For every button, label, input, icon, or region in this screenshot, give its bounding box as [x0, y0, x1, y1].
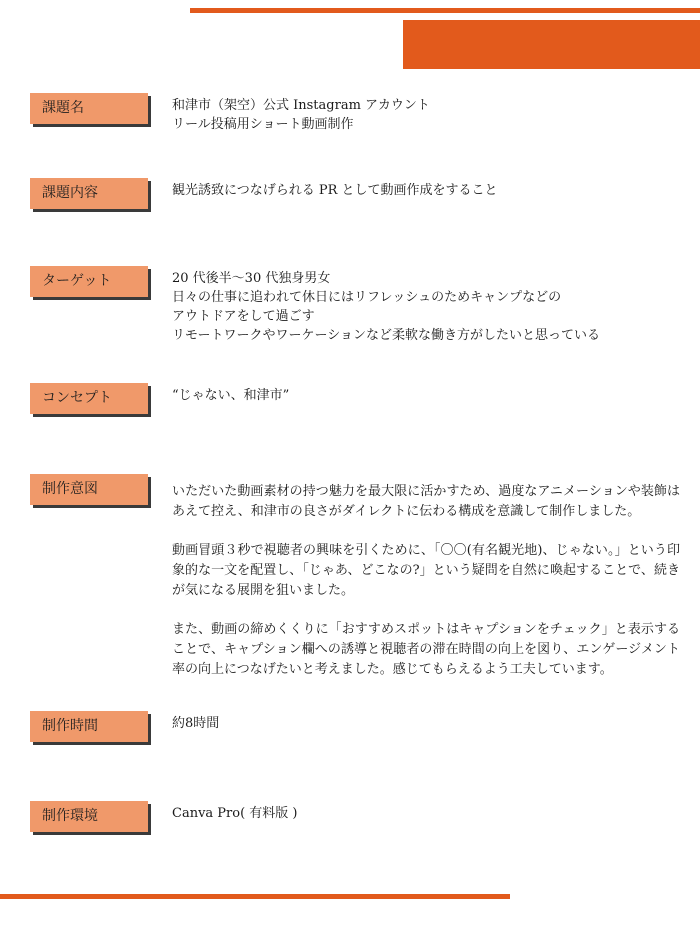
section-label-concept: コンセプト — [30, 383, 148, 414]
section-label-title: 課題名 — [30, 93, 148, 124]
section-label-time: 制作時間 — [30, 711, 148, 742]
bottom-accent-line — [0, 894, 510, 899]
content-line: Canva Pro( 有料版 ) — [172, 806, 298, 821]
section-content-intent — [172, 482, 680, 680]
content-line: リール投稿用ショート動画制作 — [172, 117, 354, 132]
content-paragraph: いただいた動画素材の持つ魅力を最大限に活かすため、過度なアニメーションや装飾はあえて控え、和津市の良さがダイレクトに伝わる構成を意識して制作しました。 — [172, 484, 680, 519]
content-line: “じゃない、和津市” — [172, 388, 290, 403]
section-content-target — [172, 269, 680, 345]
content-line: 観光誘致につなげられる PR として動画作成をすること — [172, 183, 498, 198]
content-line: リモートワークやワーケーションなど柔軟な働き方がしたいと思っている — [172, 328, 600, 343]
section-label-task: 課題内容 — [30, 178, 148, 209]
content-line: 20 代後半〜30 代独身男女 — [172, 271, 331, 286]
section-content-time — [172, 714, 680, 733]
content-paragraph: 動画冒頭３秒で視聴者の興味を引くために、「〇〇(有名観光地)、じゃない。」という印象的な一文を配置し、「じゃあ、どこなの?」という疑問を自然に喚起することで、続きが気になる展開を狙いました。 — [172, 543, 680, 598]
section-content-env — [172, 804, 680, 823]
section-label-env: 制作環境 — [30, 801, 148, 832]
section-label-intent: 制作意図 — [30, 474, 148, 505]
content-line: アウトドアをして過ごす — [172, 309, 315, 324]
section-label-target: ターゲット — [30, 266, 148, 297]
content-paragraph: また、動画の締めくくりに「おすすめスポットはキャプションをチェック」と表示することで、キャプション欄への誘導と視聴者の滞在時間の向上を図り、エンゲージメント率の向上につなげたいと考えました。感じてもらえるよう工夫しています。 — [172, 622, 680, 677]
content-line: 日々の仕事に追われて休日にはリフレッシュのためキャンプなどの — [172, 290, 562, 305]
top-accent-line — [190, 8, 700, 13]
section-content-title — [172, 96, 680, 134]
top-accent-block — [403, 20, 700, 69]
section-content-task — [172, 181, 680, 200]
section-content-concept — [172, 386, 680, 405]
content-line: 和津市（架空）公式 Instagram アカウント — [172, 98, 430, 113]
content-line: 約8時間 — [172, 716, 220, 731]
